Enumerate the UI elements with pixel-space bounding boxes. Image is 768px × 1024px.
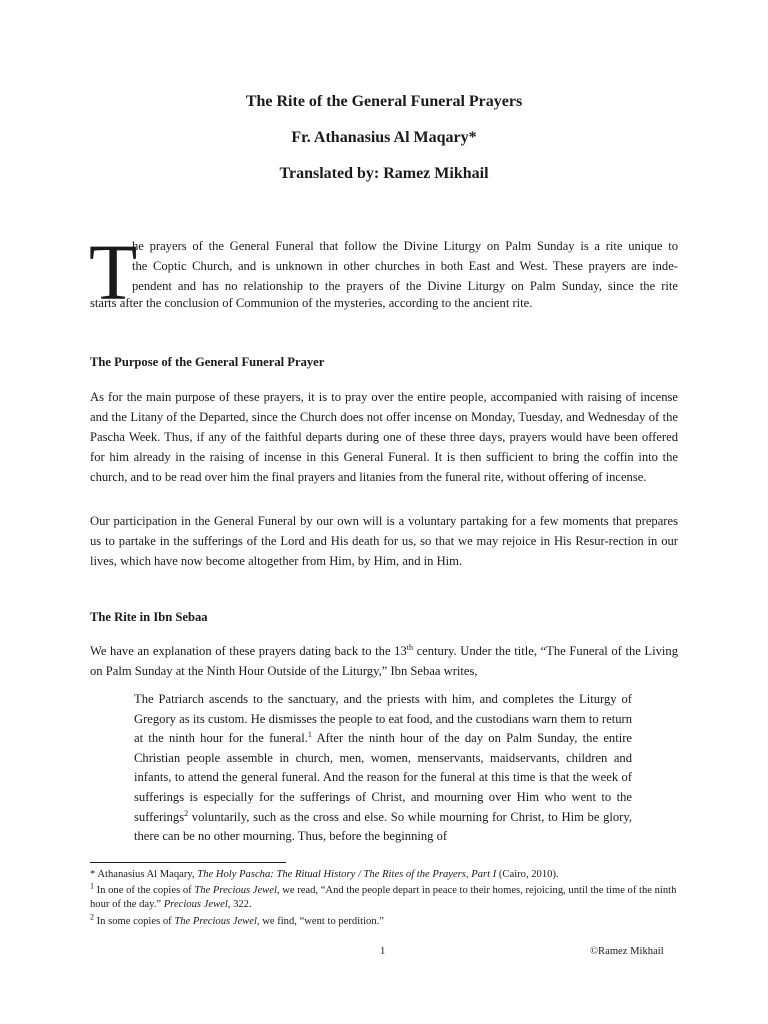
intro-line-4: starts after the conclusion of Communion of the mysteries, according to the ancient rite.	[90, 296, 533, 310]
ibn-sebaa-paragraph	[90, 641, 678, 681]
purpose-paragraph-2: Our participation in the General Funeral by our own will is a voluntary partaking for a few moments that prepares us to partake in the sufferings of the Lord and His death for us, so that we may rejoice in His Resur-rection in our lives, which have now become altogether from Him, by Him, and in Him.	[90, 514, 678, 568]
footnote-2-text-a: In some copies of	[94, 916, 175, 927]
quote-text-b: After the ninth hour of the day on Palm Sunday, the entire Christian people assemble in church, men, women, menservants, maidservants, children and infants, to attend the general funeral. And the reason for the funeral at this time is that the week of sufferings is especially for the sufferings of Christ, and mourning over Him who went to the sufferings	[134, 731, 632, 824]
author-line: Fr. Athanasius Al Maqary*	[291, 129, 477, 146]
quote-text-c: voluntarily, such as the cross and else. So while mourning for Christ, to Him be glory, there can be no other mourning. Thus, before the beginning of	[134, 809, 632, 844]
footnote-1-title: The Precious Jewel	[194, 885, 277, 896]
quote-text-a: The Patriarch ascends to the sanctuary, and the priests with him, and completes the Liturgy of Gregory as its custom. He dismisses the people to eat food, and the custodians warn them to return at the ninth hour for the funeral.	[134, 692, 632, 746]
section-heading-purpose: The Purpose of the General Funeral Prayer	[90, 355, 325, 369]
footnote-1-title-2: Precious Jewel	[163, 899, 228, 910]
copyright-notice: ©Ramez Mikhail	[590, 946, 664, 957]
ibn-sebaa-text-b: century. Under the title, “The Funeral of the Living on Palm Sunday at the Ninth Hour Outside of the Liturgy,” Ibn Sebaa writes,	[90, 644, 679, 678]
block-quote	[134, 690, 632, 847]
intro-line-1: he prayers of the General Funeral that follow the Divine Liturgy on Palm Sunday is a rite unique to	[132, 239, 678, 253]
ordinal-superscript: th	[406, 642, 413, 652]
footnote-star-tail: (Cairo, 2010).	[496, 869, 559, 880]
document-title: The Rite of the General Funeral Prayers	[245, 93, 523, 110]
footnote-2-mark: 2	[90, 912, 94, 922]
ibn-sebaa-text-a: We have an explanation of these prayers dating back to the 13	[90, 644, 407, 658]
purpose-paragraph-1: As for the main purpose of these prayers, it is to pray over the entire people, accompanied with raising of incense and the Litany of the Departed, since the Church does not offer incense on Monday, Tuesday, and Wednesday of the Pascha Week. Thus, if any of the faithful departs during one of these three days, prayers would have been offered for him already in the raising of incense in this General Funeral. It is then sufficient to bring the coffin into the church, and to be read over him the final prayers and litanies from the funeral rite, without offering of incense.	[90, 390, 678, 484]
footnote-1-text-a: In one of the copies of	[94, 885, 195, 896]
translator-line: Translated by: Ramez Mikhail	[279, 165, 489, 182]
footnote-2	[90, 912, 690, 929]
footnote-1-text-c: , 322.	[227, 899, 252, 910]
footnote-ref-1[interactable]: 1	[307, 730, 312, 739]
page-number: 1	[380, 946, 386, 957]
footnote-star	[90, 868, 690, 882]
footnote-2-title: The Precious Jewel	[174, 916, 257, 927]
footnote-2-text-b: , we find, “went to perdition.”	[256, 916, 384, 927]
drop-cap: T	[89, 230, 138, 317]
footnote-ref-2[interactable]: 2	[184, 808, 189, 818]
intro-line-3: pendent and has no relationship to the prayers of the Divine Liturgy on Palm Sunday, since the rite	[132, 279, 678, 293]
footnote-1-text-b: , we read, “And the people depart in peace to their homes, rejoicing, until the time of the ninth hour of the day.”	[90, 885, 677, 910]
footnote-star-text: * Athanasius Al Maqary,	[90, 869, 198, 880]
footnote-divider	[90, 862, 286, 863]
section-heading-ibn-sebaa: The Rite in Ibn Sebaa	[90, 610, 208, 624]
intro-line-2: the Coptic Church, and is unknown in other churches in both East and West. These prayers are inde-	[132, 259, 678, 273]
footnote-1-mark: 1	[90, 881, 94, 891]
footnote-1	[90, 881, 690, 912]
footnote-star-title: The Holy Pascha: The Ritual History / The Rites of the Prayers, Part I	[197, 869, 497, 880]
